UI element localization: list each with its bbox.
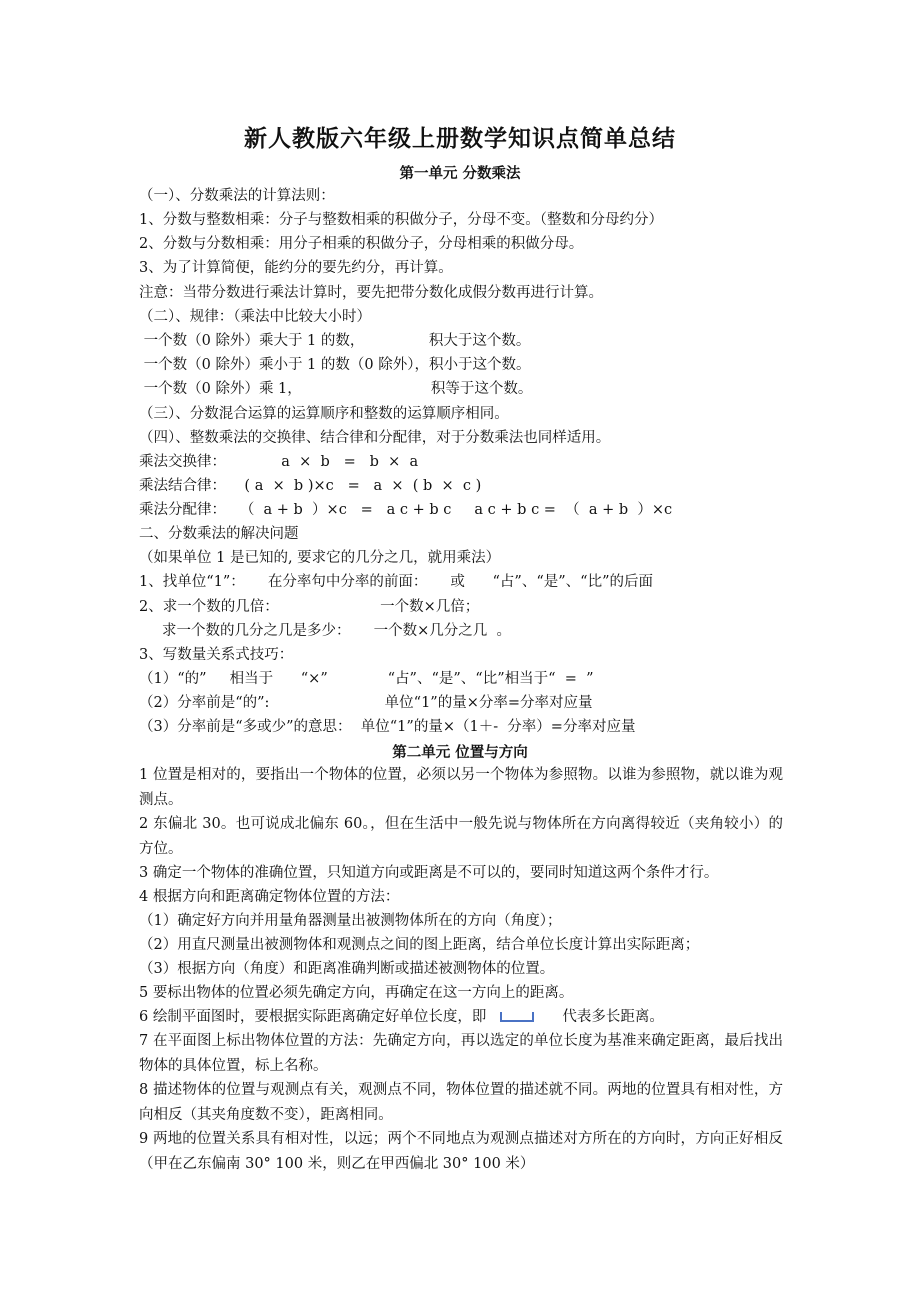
unit2-scale-text-before: 6 绘制平面图时，要根据实际距离确定好单位长度，即 — [139, 1009, 487, 1025]
unit2-paragraph: 3 确定一个物体的准确位置，只知道方向或距离是不可以的，要同时知道这两个条件才行。 — [139, 865, 719, 881]
unit1-tip: （2）分率前是“的”: 单位“1”的量×分率=分率对应量 — [139, 695, 593, 711]
unit2-paragraph: 7 在平面图上标出物体位置的方法：先确定方向，再以选定的单位长度为基准来确定距离，最后找出物体的具体位置，标上名称。 — [139, 1033, 783, 1074]
unit1-rule: 一个数（0 除外）乘小于 1 的数（0 除外），积小于这个数。 — [139, 357, 531, 373]
unit1-line: 求一个数的几分之几是多少： 一个数×几分之几 。 — [139, 623, 511, 639]
unit1-line: 二、分数乘法的解决问题 — [139, 526, 299, 542]
unit2-paragraph: 1 位置是相对的，要指出一个物体的位置，必须以另一个物体为参照物。以谁为参照物，就以谁为观测点。 — [139, 767, 783, 808]
unit1-line: （三）、分数混合运算的运算顺序和整数的运算顺序相同。 — [139, 406, 509, 422]
unit1-law: 乘法结合律： ( a × b )×c = a × ( b × c ) — [139, 478, 482, 494]
unit1-line: 2、分数与分数相乘：用分子相乘的积做分子，分母相乘的积做分母。 — [139, 236, 584, 252]
unit2-scale-text-after: 代表多长距离。 — [562, 1009, 664, 1025]
unit2-step: （3）根据方向（角度）和距离准确判断或描述被测物体的位置。 — [139, 961, 555, 977]
unit1-note: 注意：当带分数进行乘法计算时，要先把带分数化成假分数再进行计算。 — [139, 285, 603, 301]
unit1-line: 3、为了计算简便，能约分的要先约分，再计算。 — [139, 260, 453, 276]
unit1-rule: 一个数（0 除外）乘大于 1 的数， 积大于这个数。 — [139, 333, 531, 349]
unit1-law: 乘法分配律： （ a + b ）×c = a c + b c a c + b c = （ a + b ）×c — [139, 502, 673, 518]
unit1-line: 1、分数与整数相乘：分子与整数相乘的积做分子，分母不变。（整数和分母约分） — [139, 212, 663, 228]
unit2-paragraph: 2 东偏北 30。也可说成北偏东 60。，但在生活中一般先说与物体所在方向离得较近（夹角较小）的方位。 — [139, 816, 783, 857]
unit2-heading: 第二单元 位置与方向 — [392, 744, 528, 761]
unit2-paragraph: 4 根据方向和距离确定物体位置的方法： — [139, 889, 400, 905]
unit1-line: 1、找单位“1”： 在分率句中分率的前面： 或 “占”、“是”、“比”的后面 — [139, 574, 653, 590]
document-title: 新人教版六年级上册数学知识点简单总结 — [244, 125, 676, 152]
unit1-line: （如果单位 1 是已知的, 要求它的几分之几，就用乘法） — [139, 550, 501, 566]
unit1-line: （一）、分数乘法的计算法则： — [139, 188, 335, 204]
scale-bar-icon — [500, 1012, 534, 1022]
unit2-paragraph: 9 两地的位置关系具有相对性，以远；两个不同地点为观测点描述对方所在的方向时，方向正好相反（甲在乙东偏南 30° 100 米，则乙在甲西偏北 30° 100 米） — [139, 1131, 783, 1172]
unit2-paragraph-scale — [139, 1005, 783, 1030]
unit1-line: 3、写数量关系式技巧： — [139, 647, 294, 663]
unit2-step: （1）确定好方向并用量角器测量出被测物体所在的方向（角度）； — [139, 913, 562, 929]
unit2-paragraph: 8 描述物体的位置与观测点有关，观测点不同，物体位置的描述就不同。两地的位置具有相对性，方向相反（其夹角度数不变），距离相同。 — [139, 1082, 783, 1123]
unit1-rule: 一个数（0 除外）乘 1， 积等于这个数。 — [139, 381, 533, 397]
unit1-tip: （3）分率前是“多或少”的意思： 单位“1”的量×（1＋- 分率）=分率对应量 — [139, 719, 636, 735]
unit1-law: 乘法交换律： a × b = b × a — [139, 454, 419, 470]
unit1-line: 2、求一个数的几倍： 一个数×几倍； — [139, 599, 480, 615]
unit2-paragraph: 5 要标出物体的位置必须先确定方向，再确定在这一方向上的距离。 — [139, 985, 574, 1001]
unit1-heading: 第一单元 分数乘法 — [399, 165, 521, 182]
unit1-line: （二）、规律：（乘法中比较大小时） — [139, 309, 371, 325]
unit1-tip: （1）“的” 相当于 “×” “占”、“是”、“比”相当于“ = ” — [139, 671, 594, 687]
unit1-line: （四）、整数乘法的交换律、结合律和分配律，对于分数乘法也同样适用。 — [139, 430, 611, 446]
unit2-step: （2）用直尺测量出被测物体和观测点之间的图上距离，结合单位长度计算出实际距离； — [139, 937, 700, 953]
